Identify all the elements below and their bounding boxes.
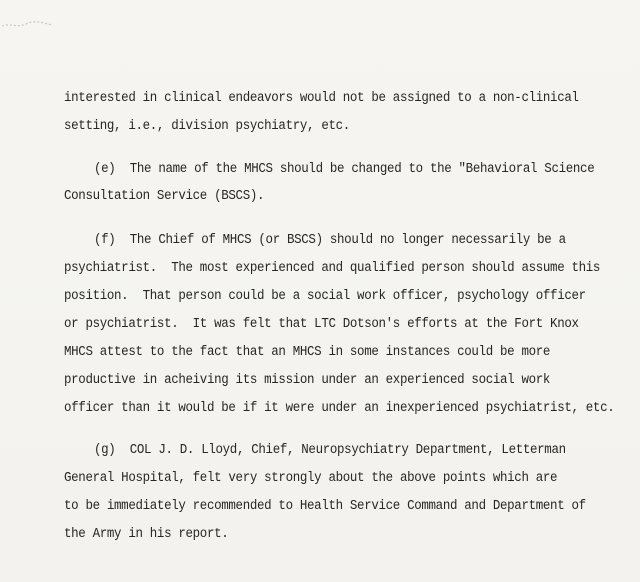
- text-line: setting, i.e., division psychiatry, etc.: [64, 119, 350, 134]
- text-line: the Army in his report.: [64, 527, 229, 542]
- text-line: (e) The name of the MHCS should be changed to the "Behavioral Science: [94, 162, 595, 177]
- text-line: productive in acheiving its mission under an experienced social work: [64, 373, 551, 388]
- text-line: officer than it would be if it were under an inexperienced psychiatrist, etc.: [64, 401, 615, 416]
- text-line: (f) The Chief of MHCS (or BSCS) should no longer necessarily be a: [94, 233, 566, 248]
- text-line: MHCS attest to the fact that an MHCS in some instances could be more: [64, 345, 551, 360]
- paper-smudge-mark: [0, 18, 60, 32]
- text-line: psychiatrist. The most experienced and qualified person should assume this: [64, 261, 601, 276]
- text-line: General Hospital, felt very strongly about the above points which are: [64, 471, 558, 486]
- text-line: to be immediately recommended to Health Service Command and Department of: [64, 499, 586, 514]
- text-line: or psychiatrist. It was felt that LTC Dotson's efforts at the Fort Knox: [64, 317, 579, 332]
- text-line: Consultation Service (BSCS).: [64, 189, 265, 204]
- text-line: position. That person could be a social work officer, psychology officer: [64, 289, 586, 304]
- text-line: (g) COL J. D. Lloyd, Chief, Neuropsychiatry Department, Letterman: [94, 443, 566, 458]
- text-line: interested in clinical endeavors would not be assigned to a non-clinical: [64, 91, 579, 106]
